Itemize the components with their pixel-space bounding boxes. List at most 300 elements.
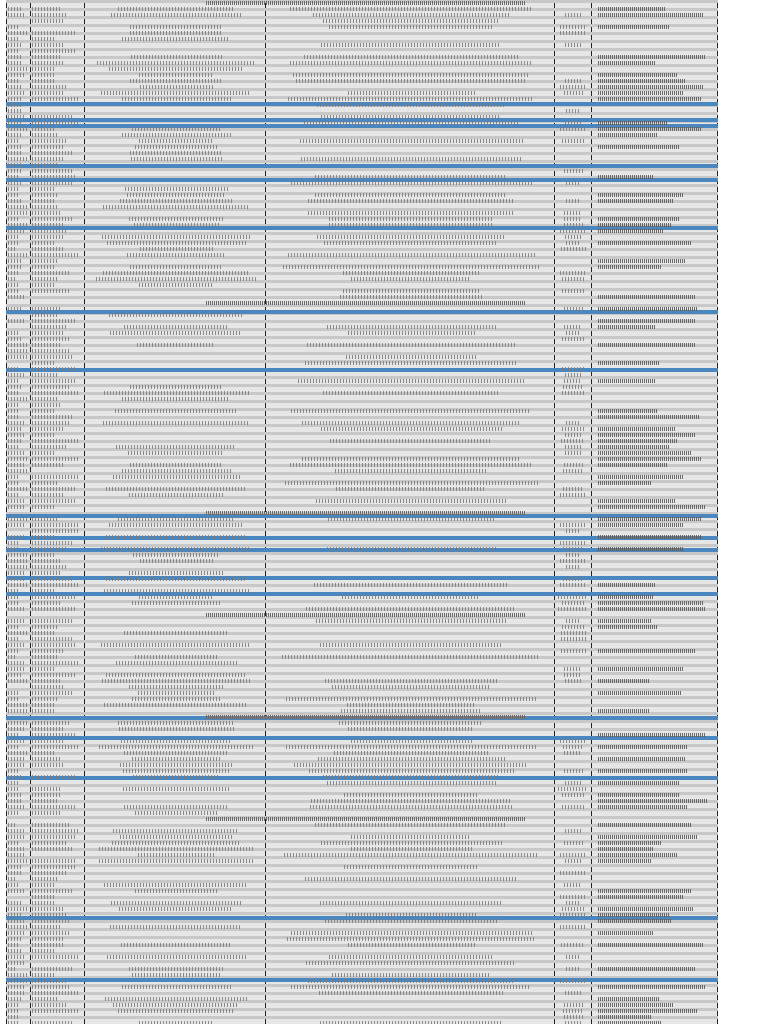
table-row [6,540,718,543]
cell-text [8,991,24,995]
cell-text [598,841,661,845]
cell-text [598,709,649,713]
cell-text [106,577,246,581]
cell-text [351,277,471,281]
cell-text [118,1009,235,1013]
cell-text [32,841,67,845]
cell-text [8,949,23,953]
cell-text [562,601,584,605]
cell-text [313,13,510,17]
cell-text [8,901,23,905]
cell-text [598,805,687,809]
cell-text [32,805,77,809]
cell-text [598,25,669,29]
cell-text [32,793,62,797]
cell-text [598,745,687,749]
cell-text [8,31,27,35]
cell-text [598,61,655,65]
cell-text [8,397,27,401]
cell-text [565,121,582,125]
cell-text [598,595,654,599]
cell-text [339,721,483,725]
table-row [6,284,718,287]
cell-text [598,835,697,839]
cell-text [97,61,256,65]
cell-text [560,913,587,917]
cell-text [32,229,67,233]
cell-text [320,901,502,905]
cell-text [344,793,478,797]
table-row [6,872,718,875]
cell-text [8,805,25,809]
cell-text [107,955,246,959]
section-title [206,511,526,515]
cell-text [598,619,651,623]
cell-text [106,673,246,677]
cell-text [8,103,22,107]
cell-text [106,535,246,539]
cell-text [32,49,76,53]
cell-text [109,67,243,71]
cell-text [8,799,22,803]
cell-text [562,805,585,809]
cell-text [566,553,581,557]
table-row [6,348,718,351]
cell-text [598,127,702,131]
cell-text [598,481,652,485]
cell-text [564,91,583,95]
cell-text [558,607,588,611]
cell-text [598,7,665,11]
cell-text [565,829,581,833]
cell-text [330,439,492,443]
table-row [6,560,718,563]
cell-text [32,481,57,485]
cell-text [8,181,21,185]
cell-text [32,517,59,521]
table-row [6,188,718,191]
cell-text [8,601,18,605]
cell-text [598,97,702,101]
cell-text [8,847,24,851]
cell-text [32,235,65,239]
cell-text [132,973,220,977]
cell-text [561,247,586,251]
cell-text [111,901,242,905]
cell-text [138,853,214,857]
cell-text [32,19,65,23]
cell-text [8,571,25,575]
cell-text [598,943,704,947]
cell-text [8,109,23,113]
cell-text [314,583,508,587]
cell-text [8,133,21,137]
cell-text [32,973,56,977]
cell-text [344,865,478,869]
cell-text [32,637,74,641]
cell-text [598,439,677,443]
table-row [6,168,718,171]
cell-text [324,241,498,245]
cell-text [32,679,61,683]
cell-text [287,937,536,941]
cell-text [116,661,237,665]
cell-text [130,31,223,35]
cell-text [32,427,65,431]
cell-text [32,325,66,329]
cell-text [32,379,77,383]
cell-text [8,955,26,959]
cell-text [8,727,25,731]
cell-text [563,385,583,389]
cell-text [598,55,705,59]
cell-text [346,913,476,917]
cell-text [8,481,20,485]
cell-text [32,697,58,701]
cell-text [598,217,680,221]
cell-text [598,931,654,935]
cell-text [8,199,22,203]
cell-text [565,781,581,785]
cell-text [284,853,538,857]
cell-text [8,721,27,725]
cell-text [343,271,479,275]
cell-text [598,517,701,521]
cell-text [288,253,535,257]
cell-text [563,547,583,551]
cell-text [129,217,223,221]
cell-text [32,847,74,851]
cell-text [104,883,248,887]
cell-text [32,391,79,395]
cell-text [8,79,20,83]
cell-text [560,85,586,89]
cell-text [8,655,17,659]
cell-text [598,607,705,611]
cell-text [317,103,505,107]
cell-text [348,943,475,947]
cell-text [139,139,213,143]
cell-text [32,253,78,257]
cell-text [8,505,24,509]
cell-text [291,985,531,989]
cell-text [8,355,27,359]
cell-text [560,31,586,35]
cell-text [32,901,55,905]
cell-text [32,571,60,575]
cell-text [8,205,28,209]
cell-text [8,775,23,779]
cell-text [8,811,19,815]
cell-text [598,793,680,797]
cell-text [32,151,73,155]
cell-text [32,445,67,449]
cell-text [120,763,232,767]
cell-text [334,751,488,755]
cell-text [598,895,684,899]
cell-text [103,271,249,275]
cell-text [32,559,61,563]
cell-text [296,79,526,83]
cell-text [562,391,585,395]
cell-text [132,601,220,605]
cell-text [308,211,515,215]
cell-text [32,895,56,899]
table-row [6,492,718,495]
table-row [6,552,718,555]
cell-text [32,187,55,191]
cell-text [120,199,232,203]
cell-text [8,691,18,695]
cell-text [104,589,249,593]
cell-text [288,97,534,101]
cell-text [327,781,496,785]
cell-text [32,439,79,443]
cell-text [8,385,21,389]
table-row [6,336,718,339]
section-title [206,817,526,821]
cell-text [598,889,692,893]
cell-text [564,463,583,467]
cell-text [101,91,251,95]
cell-text [560,127,586,131]
cell-text [32,463,63,467]
cell-text [565,433,581,437]
cell-text [562,337,584,341]
cell-text [124,805,229,809]
cell-text [32,241,56,245]
cell-text [342,595,480,599]
cell-text [32,271,70,275]
cell-text [8,7,23,11]
cell-text [321,841,502,845]
cell-text [8,493,19,497]
cell-text [32,259,58,263]
cell-text [598,1009,698,1013]
cell-text [8,745,18,749]
cell-text [285,481,538,485]
cell-text [32,907,63,911]
cell-text [8,445,18,449]
cell-text [598,145,680,149]
cell-text [124,631,229,635]
cell-text [566,331,581,335]
cell-text [32,553,55,557]
cell-text [32,739,63,743]
cell-text [8,709,28,713]
cell-text [565,679,582,683]
cell-text [8,97,21,101]
cell-text [8,697,18,701]
cell-text [598,667,684,671]
cell-text [598,523,683,527]
cell-text [32,661,78,665]
cell-text [332,973,491,977]
cell-text [129,493,224,497]
cell-text [598,997,660,1001]
cell-text [335,469,488,473]
cell-text [135,811,218,815]
cell-text [8,193,18,197]
cell-text [32,355,72,359]
cell-text [8,619,25,623]
cell-text [8,889,24,893]
cell-text [32,619,72,623]
cell-text [8,409,19,413]
cell-text [113,475,240,479]
cell-text [8,679,27,683]
cell-text [32,535,54,539]
cell-text [321,43,501,47]
cell-text [32,727,63,731]
table-row [6,372,718,375]
cell-text [560,895,587,899]
cell-text [566,421,581,425]
cell-text [598,457,701,461]
cell-text [32,997,57,1001]
cell-text [32,307,62,311]
cell-text [563,469,584,473]
cell-text [8,451,24,455]
cell-text [32,865,77,869]
cell-text [8,541,20,545]
cell-text [32,343,60,347]
table-row [6,396,718,399]
cell-text [32,607,75,611]
table-row [6,404,718,407]
cell-text [8,829,24,833]
cell-text [32,67,54,71]
cell-text [564,1003,583,1007]
cell-text [565,445,582,449]
cell-text [566,109,581,113]
cell-text [598,1003,674,1007]
cell-text [598,919,672,923]
cell-text [32,157,64,161]
cell-text [32,691,72,695]
cell-text [598,757,685,761]
cell-text [563,745,583,749]
cell-text [130,25,222,29]
cell-text [127,193,226,197]
cell-text [121,739,232,743]
cell-text [558,787,588,791]
cell-text [294,763,528,767]
cell-text [8,415,20,419]
cell-text [564,211,582,215]
cell-text [32,421,69,425]
cell-text [301,157,522,161]
cell-text [8,577,26,581]
cell-text [32,913,66,917]
cell-text [598,769,688,773]
cell-text [305,361,517,365]
cell-text [8,139,20,143]
cell-text [102,235,250,239]
cell-text [8,463,25,467]
cell-text [119,907,233,911]
cell-text [8,253,28,257]
cell-text [566,901,581,905]
cell-text [32,967,72,971]
cell-text [8,661,24,665]
cell-text [139,595,213,599]
cell-text [32,799,58,803]
cell-text [8,127,28,131]
cell-text [598,133,657,137]
cell-text [32,883,55,887]
cell-text [111,13,242,17]
cell-text [32,721,69,725]
cell-text [560,559,587,563]
cell-text [32,145,64,149]
cell-text [598,859,652,863]
cell-text [32,115,73,119]
cell-text [139,73,213,77]
cell-text [598,295,696,299]
cell-text [32,193,58,197]
cell-text [138,691,215,695]
table-row [6,108,718,111]
cell-text [562,367,584,371]
cell-text [32,223,63,227]
cell-text [32,487,75,491]
table-row [6,812,718,815]
cell-text [302,421,520,425]
cell-text [598,361,660,365]
cell-text [8,163,21,167]
cell-text [32,889,74,893]
cell-text [8,283,20,287]
cell-text [8,781,19,785]
cell-text [132,757,221,761]
cell-text [32,331,63,335]
cell-text [562,139,585,143]
cell-text [8,733,20,737]
cell-text [8,943,20,947]
cell-text [8,841,19,845]
cell-text [283,265,540,269]
cell-text [8,73,26,77]
cell-text [32,403,61,407]
cell-text [598,241,691,245]
cell-text [336,487,486,491]
cell-text [32,349,71,353]
cell-text [32,97,78,101]
cell-text [8,259,21,263]
cell-text [565,451,581,455]
cell-text [304,55,519,59]
cell-text [309,769,514,773]
cell-text [598,451,691,455]
cell-text [315,823,507,827]
cell-text [8,535,25,539]
cell-text [320,643,502,647]
cell-text [560,583,587,587]
cell-text [8,1015,18,1019]
cell-text [8,307,21,311]
cell-text [323,19,500,23]
cell-text [8,673,22,677]
cell-text [133,775,219,779]
cell-text [8,967,17,971]
cell-text [8,295,25,299]
cell-text [32,163,58,167]
cell-text [348,91,475,95]
cell-text [298,379,524,383]
cell-text [32,859,76,863]
cell-text [8,625,18,629]
